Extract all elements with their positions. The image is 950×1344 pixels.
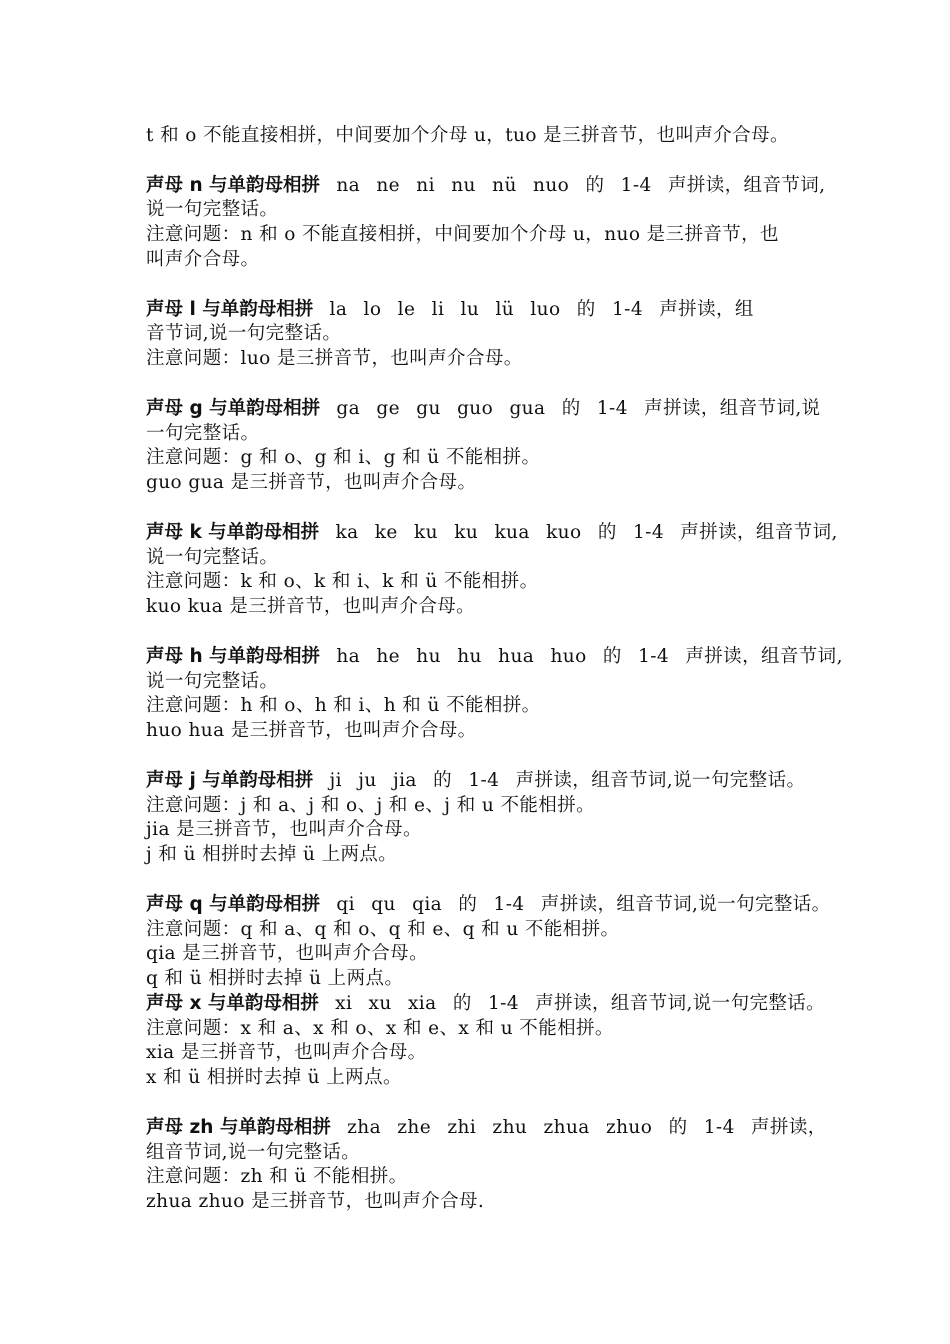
section-title: 声母 h 与单韵母相拼 (146, 645, 321, 667)
syllables: ji ju jia 的 1-4 声拼读，组音节词,说一句完整话。 (313, 769, 806, 791)
note-line: 注意问题：luo 是三拼音节，也叫声介合母。 (146, 348, 523, 370)
note-line: 注意问题：n 和 o 不能直接相拼，中间要加个介母 u，nuo 是三拼音节，也 (146, 224, 779, 246)
section-j (146, 769, 926, 868)
section-n (146, 174, 926, 273)
section-title: 声母 j 与单韵母相拼 (146, 769, 314, 791)
note-line: guo gua 是三拼音节，也叫声介合母。 (146, 472, 477, 494)
section-k (146, 521, 926, 620)
section-title: 声母 q 与单韵母相拼 (146, 893, 321, 915)
syllables: la lo le li lu lü luo 的 1-4 声拼读，组 (313, 298, 754, 320)
syllables: zha zhe zhi zhu zhua zhuo 的 1-4 声拼读， (330, 1116, 827, 1138)
note-line: 注意问题：k 和 o、k 和 i、k 和 ü 不能相拼。 (146, 571, 539, 593)
note-line: jia 是三拼音节，也叫声介合母。 (146, 819, 422, 841)
note-line: j 和 ü 相拼时去掉 ü 上两点。 (146, 844, 398, 866)
section-title: 声母 l 与单韵母相拼 (146, 298, 314, 320)
section-q (146, 893, 926, 992)
note-line: qia 是三拼音节，也叫声介合母。 (146, 943, 428, 965)
section-title: 声母 zh 与单韵母相拼 (146, 1116, 331, 1138)
intro-line: t 和 o 不能直接相拼，中间要加个介母 u，tuo 是三拼音节，也叫声介合母。 (146, 125, 789, 146)
section-g (146, 397, 926, 496)
note-line: 注意问题：h 和 o、h 和 i、h 和 ü 不能相拼。 (146, 695, 541, 717)
note-line: zhua zhuo 是三拼音节，也叫声介合母. (146, 1191, 485, 1213)
section-title: 声母 n 与单韵母相拼 (146, 174, 321, 196)
section-title: 声母 g 与单韵母相拼 (146, 397, 321, 419)
syllables: qi qu qia 的 1-4 声拼读，组音节词,说一句完整话。 (320, 893, 831, 915)
section-text: 说一句完整话。 (146, 546, 279, 568)
note-line: kuo kua 是三拼音节，也叫声介合母。 (146, 596, 476, 618)
note-line: q 和 ü 相拼时去掉 ü 上两点。 (146, 968, 404, 990)
section-title: 声母 k 与单韵母相拼 (146, 521, 320, 543)
note-line: 注意问题：zh 和 ü 不能相拼。 (146, 1166, 408, 1188)
note-line: 叫声介合母。 (146, 248, 260, 270)
section-zh (146, 1116, 926, 1215)
syllables: na ne ni nu nü nuo 的 1-4 声拼读，组音节词, (320, 174, 826, 196)
note-line: 注意问题：j 和 a、j 和 o、j 和 e、j 和 u 不能相拼。 (146, 794, 596, 816)
section-h (146, 645, 926, 744)
section-title: 声母 x 与单韵母相拼 (146, 992, 319, 1014)
section-text: 说一句完整话。 (146, 670, 279, 692)
document-body (146, 124, 926, 1215)
section-text: 说一句完整话。 (146, 199, 279, 221)
note-line: 注意问题：g 和 o、g 和 i、g 和 ü 不能相拼。 (146, 447, 541, 469)
section-x (146, 992, 926, 1091)
syllables: ga ge gu guo gua 的 1-4 声拼读，组音节词,说 (320, 397, 821, 419)
note-line: xia 是三拼音节，也叫声介合母。 (146, 1042, 427, 1064)
section-text: 一句完整话。 (146, 422, 260, 444)
section-l (146, 298, 926, 372)
note-line: 注意问题：x 和 a、x 和 o、x 和 e、x 和 u 不能相拼。 (146, 1017, 614, 1039)
section-text: 组音节词,说一句完整话。 (146, 1141, 361, 1163)
note-line: x 和 ü 相拼时去掉 ü 上两点。 (146, 1067, 402, 1089)
section-text: 音节词,说一句完整话。 (146, 323, 342, 345)
syllables: xi xu xia 的 1-4 声拼读，组音节词,说一句完整话。 (318, 992, 826, 1014)
note-line: huo hua 是三拼音节，也叫声介合母。 (146, 720, 477, 742)
syllables: ka ke ku ku kua kuo 的 1-4 声拼读，组音节词, (319, 521, 838, 543)
note-line: 注意问题：q 和 a、q 和 o、q 和 e、q 和 u 不能相拼。 (146, 918, 620, 940)
syllables: ha he hu hu hua huo 的 1-4 声拼读，组音节词, (320, 645, 843, 667)
